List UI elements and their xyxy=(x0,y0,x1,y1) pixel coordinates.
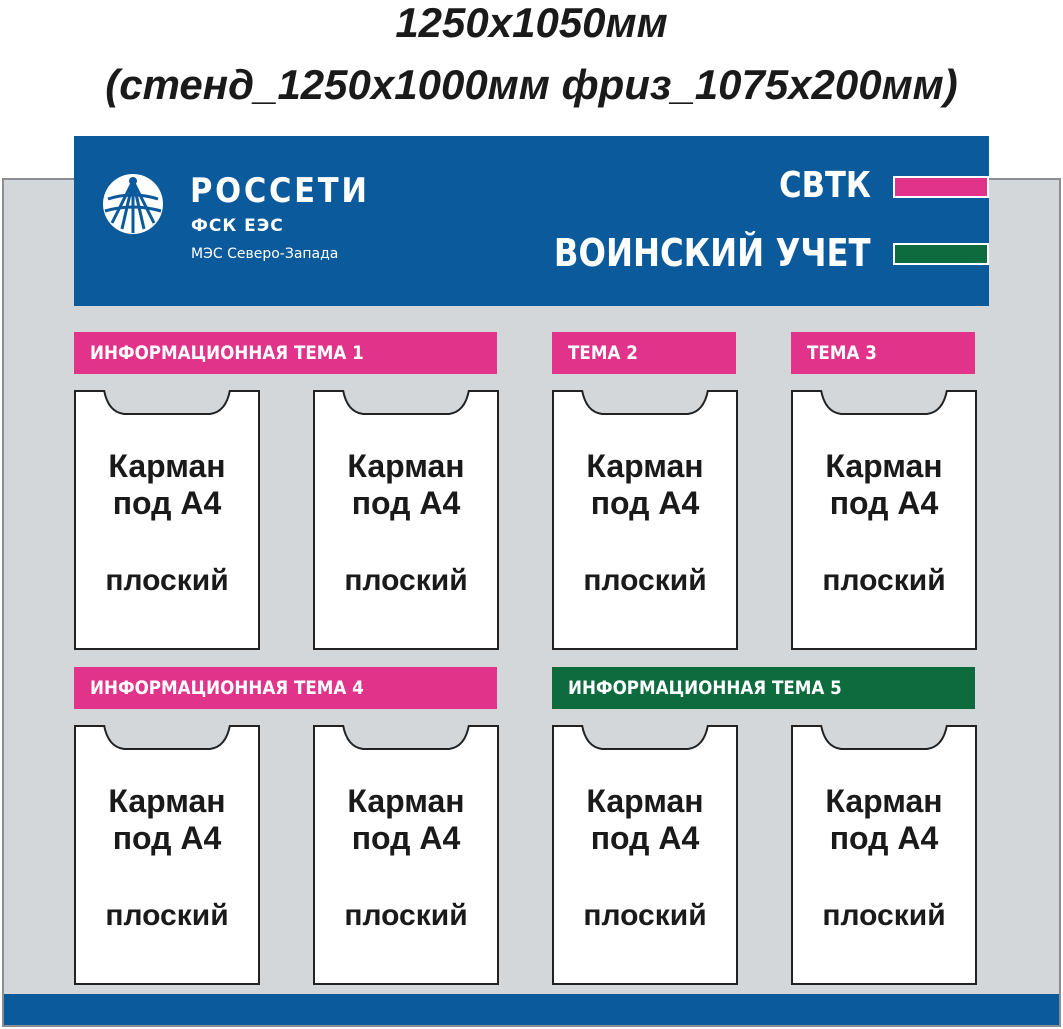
pocket-notch-icon xyxy=(313,390,499,420)
brand-subtitle: ФСК ЕЭС xyxy=(191,216,284,236)
pocket-line-2: под А4 xyxy=(112,820,222,856)
pocket-notch-icon xyxy=(74,725,260,755)
pocket-line-3: плоский xyxy=(822,564,946,597)
frieze xyxy=(74,136,989,306)
pocket-line-1: Карман xyxy=(825,783,943,819)
dimensions-details: (стенд_1250х1000мм фриз_1075х200мм) xyxy=(105,61,958,108)
a4-pocket xyxy=(74,725,260,985)
pocket-line-1: Карман xyxy=(108,448,226,484)
a4-pocket xyxy=(313,390,499,650)
theme-label: ТЕМА 3 xyxy=(807,342,877,364)
theme-header-2 xyxy=(552,332,736,374)
a4-pocket xyxy=(791,390,977,650)
a4-pocket xyxy=(313,725,499,985)
frieze-label-military: ВОИНСКИЙ УЧЕТ xyxy=(554,231,871,275)
frieze-strip-green xyxy=(893,243,989,265)
pocket-line-1: Карман xyxy=(108,783,226,819)
theme-header-3 xyxy=(791,332,975,374)
pocket-notch-icon xyxy=(552,725,738,755)
brand-name: РОССЕТИ xyxy=(190,171,370,211)
pocket-line-2: под А4 xyxy=(829,485,939,521)
pocket-line-3: плоский xyxy=(105,564,229,597)
a4-pocket xyxy=(552,390,738,650)
pocket-line-1: Карман xyxy=(825,448,943,484)
theme-label: ИНФОРМАЦИОННАЯ ТЕМА 4 xyxy=(90,677,364,699)
pocket-line-1: Карман xyxy=(586,783,704,819)
pocket-notch-icon xyxy=(313,725,499,755)
pocket-line-2: под А4 xyxy=(112,485,222,521)
frieze-strip-pink xyxy=(893,176,989,198)
pocket-line-3: плоский xyxy=(344,564,468,597)
pocket-line-2: под А4 xyxy=(351,820,461,856)
theme-header-5 xyxy=(552,667,975,709)
pocket-notch-icon xyxy=(552,390,738,420)
pocket-line-2: под А4 xyxy=(590,820,700,856)
pocket-line-3: плоский xyxy=(583,899,707,932)
frieze-label-svtk: СВТК xyxy=(779,165,871,206)
pocket-notch-icon xyxy=(791,725,977,755)
theme-header-4 xyxy=(74,667,497,709)
theme-label: ТЕМА 2 xyxy=(568,342,638,364)
pocket-line-3: плоский xyxy=(105,899,229,932)
pocket-line-1: Карман xyxy=(347,783,465,819)
a4-pocket xyxy=(74,390,260,650)
pocket-line-2: под А4 xyxy=(351,485,461,521)
a4-pocket xyxy=(791,725,977,985)
pocket-notch-icon xyxy=(791,390,977,420)
pocket-line-3: плоский xyxy=(583,564,707,597)
rosseti-logo-icon xyxy=(102,173,164,235)
pocket-line-1: Карман xyxy=(347,448,465,484)
pocket-line-3: плоский xyxy=(344,899,468,932)
pocket-line-2: под А4 xyxy=(590,485,700,521)
a4-pocket xyxy=(552,725,738,985)
pocket-line-1: Карман xyxy=(586,448,704,484)
pocket-line-2: под А4 xyxy=(829,820,939,856)
theme-label: ИНФОРМАЦИОННАЯ ТЕМА 5 xyxy=(568,677,842,699)
stand-bottom-bar xyxy=(4,994,1059,1025)
theme-label: ИНФОРМАЦИОННАЯ ТЕМА 1 xyxy=(90,342,364,364)
dimensions-title: 1250х1050мм xyxy=(395,0,668,46)
pocket-notch-icon xyxy=(74,390,260,420)
theme-header-1 xyxy=(74,332,497,374)
brand-region: МЭС Северо-Запада xyxy=(191,246,339,262)
pocket-line-3: плоский xyxy=(822,899,946,932)
